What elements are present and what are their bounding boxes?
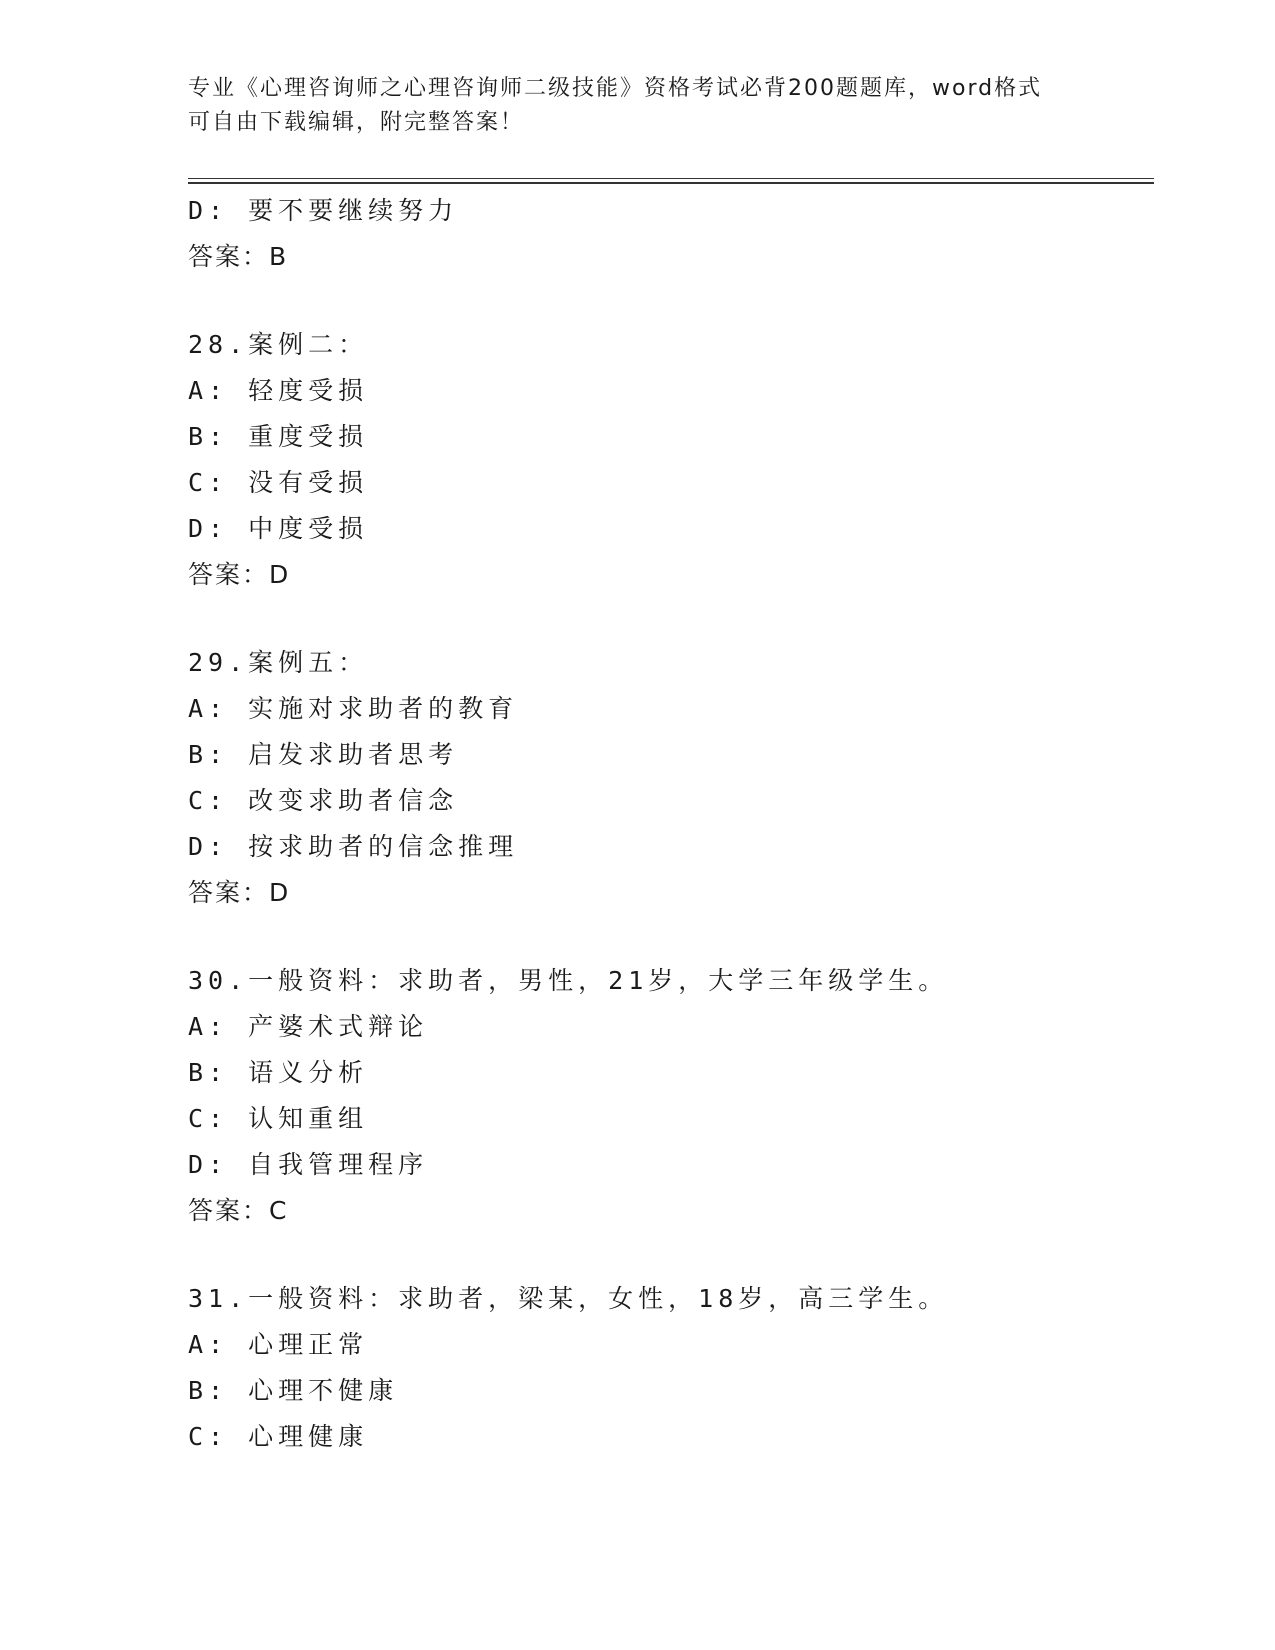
question-title: 29.案例五： (188, 648, 369, 677)
option-b: B: 心理不健康 (188, 1376, 399, 1405)
option-b: B: 语义分析 (188, 1058, 369, 1087)
question-block-27 (188, 188, 1148, 280)
header-rule-thick (188, 182, 1154, 184)
option-a: A: 心理正常 (188, 1330, 369, 1359)
option-c: C: 没有受损 (188, 468, 369, 497)
answer-line: 答案：D (188, 560, 291, 589)
option-d: D: 按求助者的信念推理 (188, 832, 519, 861)
option-d: D: 要不要继续努力 (188, 196, 459, 225)
option-c: C: 认知重组 (188, 1104, 369, 1133)
spacer (188, 1234, 1148, 1276)
option-d: D: 自我管理程序 (188, 1150, 429, 1179)
answer-line: 答案：B (188, 242, 289, 271)
answer-line: 答案：D (188, 878, 291, 907)
option-a: A: 实施对求助者的教育 (188, 694, 519, 723)
question-list (188, 188, 1148, 1460)
option-a: A: 轻度受损 (188, 376, 369, 405)
header-title-line-2: 可自由下载编辑，附完整答案！ (188, 110, 525, 135)
option-a: A: 产婆术式辩论 (188, 1012, 429, 1041)
question-title: 30.一般资料：求助者，男性，21岁，大学三年级学生。 (188, 966, 949, 995)
spacer (188, 280, 1148, 322)
option-c: C: 心理健康 (188, 1422, 369, 1451)
question-block-28 (188, 322, 1148, 598)
option-d: D: 中度受损 (188, 514, 369, 543)
option-b: B: 启发求助者思考 (188, 740, 459, 769)
spacer (188, 598, 1148, 640)
question-block-29 (188, 640, 1148, 916)
question-block-30 (188, 958, 1148, 1234)
header-title-line-1: 专业《心理咨询师之心理咨询师二级技能》资格考试必背200题题库，word格式 (188, 76, 1043, 101)
answer-line: 答案：C (188, 1196, 289, 1225)
question-title: 31.一般资料：求助者，梁某，女性，18岁，高三学生。 (188, 1284, 949, 1313)
question-title: 28.案例二： (188, 330, 369, 359)
option-b: B: 重度受损 (188, 422, 369, 451)
option-c: C: 改变求助者信念 (188, 786, 459, 815)
question-block-31 (188, 1276, 1148, 1460)
spacer (188, 916, 1148, 958)
header-rule-thin (188, 178, 1154, 179)
document-header (188, 72, 1088, 140)
